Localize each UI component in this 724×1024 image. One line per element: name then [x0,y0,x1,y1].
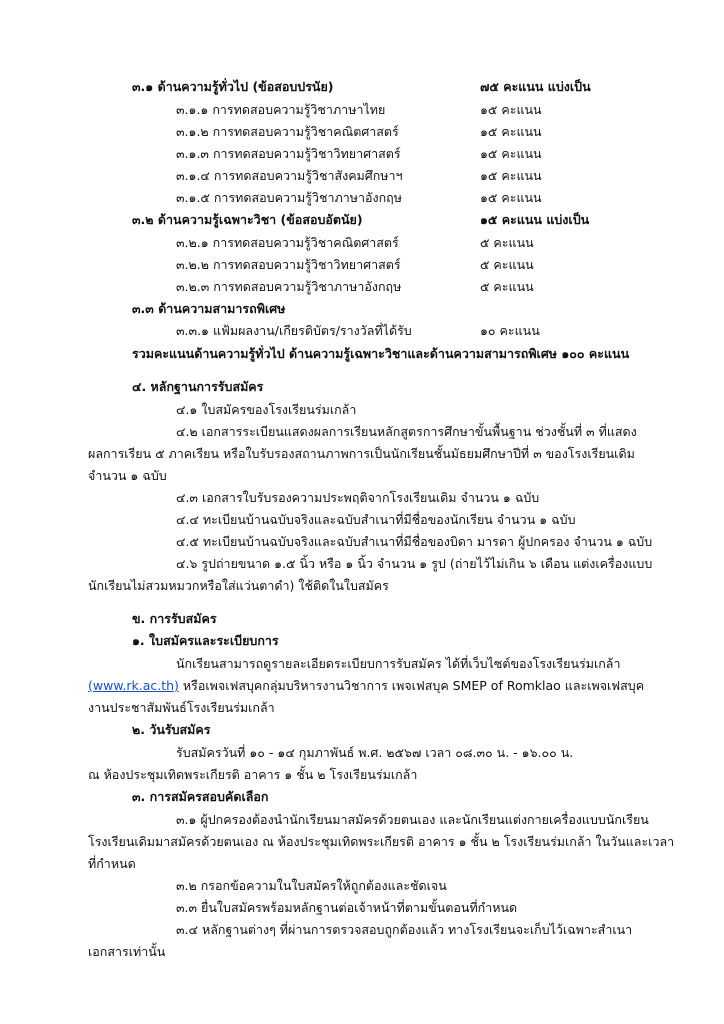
application-text: รับสมัครวันที่ ๑๐ - ๑๔ กุมภาพันธ์ พ.ศ. ๒๕๖๗ เวลา ๐๘.๓๐ น. - ๑๖.๐๐ น. [176,745,574,760]
evidence-item: ๔.๑ ใบสมัครของโรงเรียนร่มเกล้า [176,402,357,417]
application-sub3-title: ๓. การสมัครสอบคัดเลือก [132,789,269,804]
application-sub2-title: ๒. วันรับสมัคร [132,722,211,737]
application-text-line [88,677,644,695]
application-text: ๓.๒ กรอกข้อความในใบสมัครให้ถูกต้องและชัดเจน [176,878,447,893]
application-text: งานประชาสัมพันธ์โรงเรียนร่มเกล้า [88,700,275,715]
score-item-label: ๓.๑.๒ การทดสอบความรู้วิชาคณิตศาสตร์ [176,124,399,139]
score-summary: รวมคะแนนด้านความรู้ทั่วไป ด้านความรู้เฉพาะวิชาและด้านความสามารถพิเศษ ๑๐๐ คะแนน [132,346,630,361]
evidence-item: ๔.๖ รูปถ่ายขนาด ๑.๕ นิ้ว หรือ ๑ นิ้ว จำนวน ๑ รูป (ถ่ายไว้ไม่เกิน ๖ เดือน แต่งเครื่องแบบ [176,556,653,571]
application-text: โรงเรียนเดิมมาสมัครด้วยตนเอง ณ ห้องประชุมเทิดพระเกียรติ อาคาร ๑ ชั้น ๒ โรงเรียนร่มเกล้า ในวันและเวลา [88,834,675,849]
evidence-item-cont: ผลการเรียน ๕ ภาคเรียน หรือใบรับรองสถานภาพการเป็นนักเรียนชั้นมัธยมศึกษาปีที่ ๓ ของโรงเรียนเดิม [88,446,635,461]
evidence-item-cont: นักเรียนไม่สวมหมวกหรือใส่แว่นตาดำ) ใช้ติดในใบสมัคร [88,578,389,593]
evidence-item: ๔.๔ ทะเบียนบ้านฉบับจริงและฉบับสำเนาที่มีชื่อของนักเรียน จำนวน ๑ ฉบับ [176,512,576,527]
section-3-2-total: ๑๕ คะแนน แบ่งเป็น [480,212,590,227]
evidence-item: ๔.๓ เอกสารใบรับรองความประพฤติจากโรงเรียนเดิม จำนวน ๑ ฉบับ [176,490,540,505]
application-text: ๓.๓ ยื่นใบสมัครพร้อมหลักฐานต่อเจ้าหน้าที่ตามขั้นตอนที่กำหนด [176,900,518,915]
score-item-label: ๓.๑.๔ การทดสอบความรู้วิชาสังคมศึกษาฯ [176,168,403,183]
application-text: ๓.๑ ผู้ปกครองต้องนำนักเรียนมาสมัครด้วยตนเอง และนักเรียนแต่งกายเครื่องแบบนักเรียน [176,812,649,827]
score-item-points: ๑๕ คะแนน [480,190,542,205]
application-text: เอกสารเท่านั้น [88,944,166,959]
application-text: ณ ห้องประชุมเทิดพระเกียรติ อาคาร ๑ ชั้น ๒ โรงเรียนร่มเกล้า [88,767,418,782]
score-item-points: ๑๕ คะแนน [480,146,542,161]
evidence-title: ๔. หลักฐานการรับสมัคร [132,379,264,394]
evidence-item-cont: จำนวน ๑ ฉบับ [88,468,167,483]
evidence-item: ๔.๕ ทะเบียนบ้านฉบับจริงและฉบับสำเนาที่มีชื่อของบิดา มารดา ผู้ปกครอง จำนวน ๑ ฉบับ [176,534,653,549]
school-website-link[interactable]: (www.rk.ac.th) [88,678,179,693]
score-item-label: ๓.๑.๓ การทดสอบความรู้วิชาวิทยาศาสตร์ [176,146,401,161]
application-sub1-title: ๑. ใบสมัครและระเบียบการ [132,633,279,648]
score-item-points: ๑๕ คะแนน [480,124,542,139]
section-3-2-title: ๓.๒ ด้านความรู้เฉพาะวิชา (ข้อสอบอัตนัย) [132,212,363,227]
application-text: หรือเพจเฟสบุคกลุ่มบริหารงานวิชาการ เพจเฟสบุค SMEP of Romklao และเพจเฟสบุค [178,678,645,693]
application-text: นักเรียนสามารถดูรายละเอียดระเบียบการรับสมัคร ได้ที่เว็บไซต์ของโรงเรียนร่มเกล้า [176,656,621,671]
score-item-label: ๓.๑.๑ การทดสอบความรู้วิชาภาษาไทย [176,102,386,117]
application-text: ที่กำหนด [88,856,136,871]
application-text: ๓.๔ หลักฐานต่างๆ ที่ผ่านการตรวจสอบถูกต้องแล้ว ทางโรงเรียนจะเก็บไว้เฉพาะสำเนา [176,922,633,937]
application-title: ข. การรับสมัคร [132,611,217,626]
score-item-points: ๑๐ คะแนน [480,323,540,338]
evidence-item: ๔.๒ เอกสารระเบียนแสดงผลการเรียนหลักสูตรการศึกษาขั้นพื้นฐาน ช่วงชั้นที่ ๓ ที่แสดง [176,424,637,439]
score-item-label: ๓.๒.๓ การทดสอบความรู้วิชาภาษาอังกฤษ [176,279,402,294]
score-item-label: ๓.๓.๑ แฟ้มผลงาน/เกียรติบัตร/รางวัลที่ได้รับ [176,323,412,338]
score-item-label: ๓.๑.๕ การทดสอบความรู้วิชาภาษาอังกฤษ [176,190,402,205]
section-3-3-title: ๓.๓ ด้านความสามารถพิเศษ [132,301,286,316]
score-item-points: ๑๕ คะแนน [480,102,542,117]
score-item-points: ๕ คะแนน [480,279,534,294]
score-item-points: ๕ คะแนน [480,257,534,272]
score-item-points: ๕ คะแนน [480,235,534,250]
section-3-1-total: ๗๕ คะแนน แบ่งเป็น [480,79,591,94]
section-3-1-title: ๓.๑ ด้านความรู้ทั่วไป (ข้อสอบปรนัย) [132,79,334,94]
score-item-label: ๓.๒.๒ การทดสอบความรู้วิชาวิทยาศาสตร์ [176,257,401,272]
score-item-label: ๓.๒.๑ การทดสอบความรู้วิชาคณิตศาสตร์ [176,235,399,250]
score-item-points: ๑๕ คะแนน [480,168,542,183]
